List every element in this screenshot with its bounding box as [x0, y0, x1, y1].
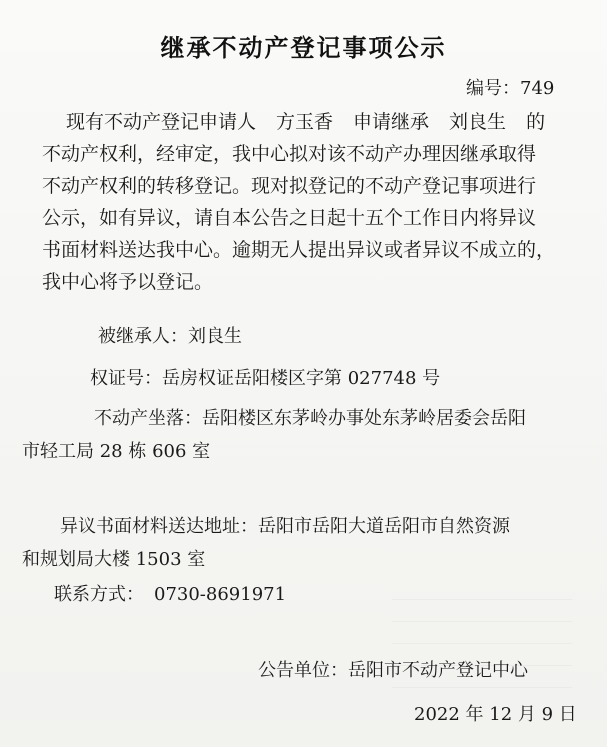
objection-address-label: 异议书面材料送达地址： [60, 516, 258, 537]
objection-address-field [60, 512, 510, 538]
issue-date: 2022 年 12 月 9 日 [414, 704, 577, 725]
location-label: 不动产坐落： [94, 408, 202, 429]
body-line-6: 我中心将予以登记。 [42, 271, 214, 293]
body-line-1-end: 的 [526, 111, 546, 133]
issuer-field [258, 656, 528, 682]
location-field [94, 404, 526, 430]
contact-label: 联系方式： [54, 584, 144, 605]
certificate-label: 权证号： [90, 368, 162, 389]
location-value-line2: 市轻工局 28 栋 606 室 [22, 441, 211, 462]
issuer-name: 岳阳市不动产登记中心 [348, 660, 528, 681]
certificate-field [90, 364, 440, 390]
heir-value: 刘良生 [188, 326, 242, 347]
body-line-5: 书面材料送达我中心。逾期无人提出异议或者异议不成立的， [42, 239, 556, 261]
objection-address-line1: 岳阳市岳阳大道岳阳市自然资源 [258, 516, 510, 537]
notice-body [42, 106, 596, 298]
applicant-name: 方玉香 [276, 111, 334, 133]
body-line-2: 不动产权利，经审定，我中心拟对该不动产办理因继承取得 [42, 143, 537, 165]
heir-field [98, 322, 242, 348]
heir-label: 被继承人： [98, 326, 188, 347]
body-line-3: 不动产权利的转移登记。现对拟登记的不动产登记事项进行 [42, 175, 537, 197]
document-title: 继承不动产登记事项公示 [160, 34, 447, 62]
body-line-1 [66, 106, 596, 138]
inherit-phrase: 申请继承 [353, 111, 430, 133]
decedent-name: 刘良生 [449, 111, 507, 133]
objection-address-line2: 和规划局大楼 1503 室 [22, 549, 206, 570]
contact-field [54, 580, 286, 606]
location-value-line1: 岳阳楼区东茅岭办事处东茅岭居委会岳阳 [202, 408, 526, 429]
body-line-4: 公示，如有异议，请自本公告之日起十五个工作日内将异议 [42, 207, 537, 229]
document-number: 编号：749 [466, 78, 555, 99]
certificate-value: 岳房权证岳阳楼区字第 027748 号 [162, 368, 441, 389]
applicant-intro: 现有不动产登记申请人 [66, 111, 257, 133]
issuer-label: 公告单位： [258, 660, 348, 681]
contact-phone: 0730-8691971 [154, 584, 287, 605]
